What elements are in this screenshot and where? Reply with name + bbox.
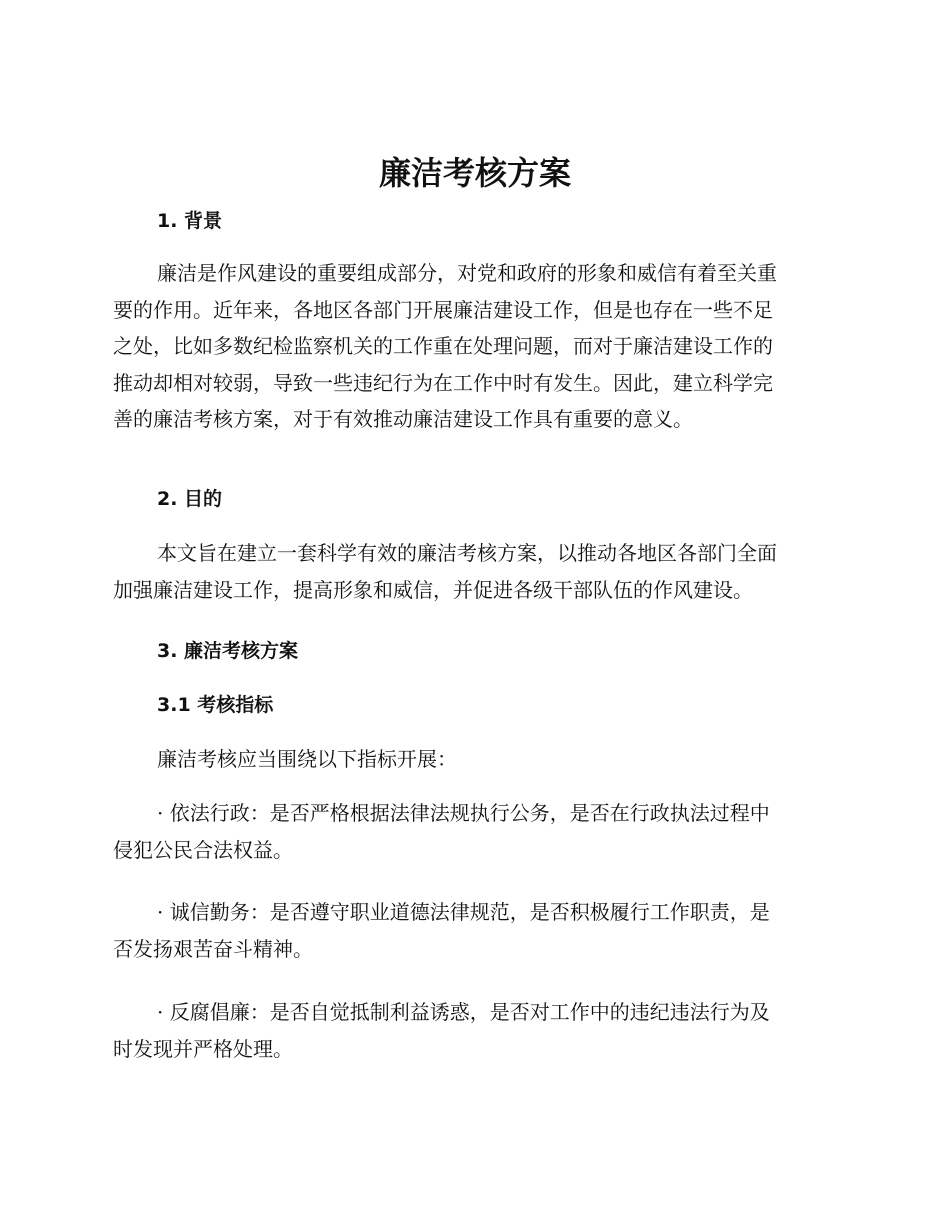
bullet-line: 侵犯公民合法权益。 [113,837,293,862]
bullet-line: · 诚信勤务：是否遵守职业道德法律规范，是否积极履行工作职责，是 [157,900,770,924]
paragraph-line: 加强廉洁建设工作，提高形象和威信，并促进各级干部队伍的作风建设。 [113,577,753,602]
section-heading-plan: 3. 廉洁考核方案 [157,640,299,662]
paragraph-line: 要的作用。近年来，各地区各部门开展廉洁建设工作，但是也存在一些不足 [113,297,773,322]
bullet-line: · 依法行政：是否严格根据法律法规执行公务，是否在行政执法过程中 [157,801,770,825]
bullet-item-anti-corruption [113,994,833,1067]
bullet-line: · 反腐倡廉：是否自觉抵制利益诱惑，是否对工作中的违纪违法行为及 [157,1000,770,1024]
paragraph-line: 推动却相对较弱，导致一些违纪行为在工作中时有发生。因此，建立科学完 [113,370,773,395]
bullet-item-integrity-diligence [113,894,833,967]
section-heading-background: 1. 背景 [157,210,223,232]
paragraph-line: 本文旨在建立一套科学有效的廉洁考核方案，以推动各地区各部门全面 [157,541,777,565]
paragraph-line: 廉洁是作风建设的重要组成部分，对党和政府的形象和威信有着至关重 [157,261,777,285]
bullet-line: 时发现并严格处理。 [113,1036,293,1061]
background-paragraph [113,255,833,438]
subsection-heading-indicators: 3.1 考核指标 [157,694,274,716]
section-heading-purpose: 2. 目的 [157,488,223,510]
paragraph-line: 之处，比如多数纪检监察机关的工作重在处理问题，而对于廉洁建设工作的 [113,334,773,358]
document-title: 廉洁考核方案 [378,154,571,192]
bullet-line: 否发扬艰苦奋斗精神。 [113,936,313,961]
paragraph-line: 廉洁考核应当围绕以下指标开展： [157,747,457,771]
purpose-paragraph [113,535,833,608]
bullet-item-lawful-administration [113,795,833,868]
indicators-intro [113,741,833,778]
paragraph-line: 善的廉洁考核方案，对于有效推动廉洁建设工作具有重要的意义。 [113,407,693,431]
